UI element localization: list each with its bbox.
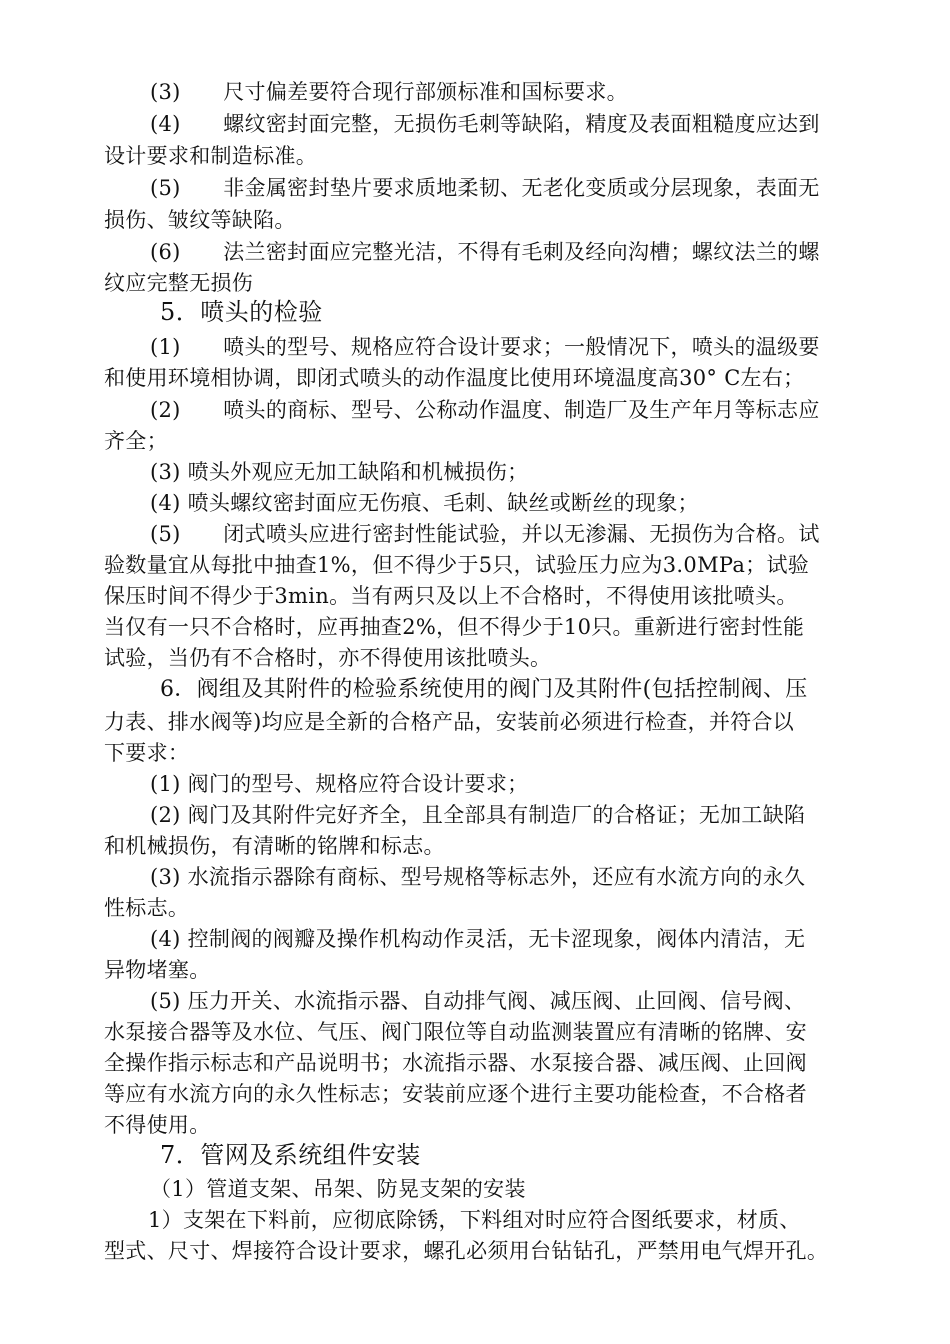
paragraph-line: (2) 阀门及其附件完好齐全，且全部具有制造厂的合格证；无加工缺陷 (150, 803, 806, 827)
paragraph-line: (1) 阀门的型号、规格应符合设计要求； (150, 772, 529, 796)
paragraph-line: (5) 非金属密封垫片要求质地柔韧、无老化变质或分层现象，表面无 (150, 176, 820, 200)
paragraph-line: (2) 喷头的商标、型号、公称动作温度、制造厂及生产年月等标志应 (150, 398, 820, 422)
paragraph-line: 性标志。 (104, 896, 190, 920)
paragraph-line: 力表、排水阀等)均应是全新的合格产品，安装前必须进行检查，并符合以 (104, 710, 795, 734)
section-heading: 6．阀组及其附件的检验系统使用的阀门及其附件(包括控制阀、压 (160, 677, 808, 702)
paragraph-line: 不得使用。 (104, 1113, 211, 1137)
paragraph-line: 设计要求和制造标准。 (104, 144, 317, 168)
paragraph-line: 和使用环境相协调，即闭式喷头的动作温度比使用环境温度高30° C左右； (104, 366, 805, 390)
paragraph-line: (1) 喷头的型号、规格应符合设计要求；一般情况下，喷头的温级要 (150, 335, 820, 359)
paragraph-line: 下要求： (104, 741, 190, 765)
section-heading: 7．管网及系统组件安装 (160, 1141, 421, 1169)
paragraph-line: (4) 控制阀的阀瓣及操作机构动作灵活，无卡涩现象，阀体内清洁，无 (150, 927, 806, 951)
paragraph-line: 验数量宜从每批中抽查1%，但不得少于5只，试验压力应为3.0MPa；试验 (104, 553, 810, 577)
section-heading: 5．喷头的检验 (160, 298, 323, 326)
paragraph-line: 试验，当仍有不合格时，亦不得使用该批喷头。 (104, 646, 552, 670)
paragraph-line: 损伤、皱纹等缺陷。 (104, 208, 296, 232)
paragraph-line: (5) 压力开关、水流指示器、自动排气阀、减压阀、止回阀、信号阀、 (150, 989, 806, 1013)
paragraph-line: (4) 喷头螺纹密封面应无伤痕、毛刺、缺丝或断丝的现象； (150, 491, 699, 515)
subsection-heading: （1）管道支架、吊架、防晃支架的安装 (150, 1177, 526, 1201)
paragraph-line: 和机械损伤，有清晰的铭牌和标志。 (104, 834, 445, 858)
paragraph-line: (3) 喷头外观应无加工缺陷和机械损伤； (150, 460, 529, 484)
paragraph-line: 保压时间不得少于3min。当有两只及以上不合格时，不得使用该批喷头。 (104, 584, 798, 608)
paragraph-line: (3) 水流指示器除有商标、型号规格等标志外，还应有水流方向的永久 (150, 865, 806, 889)
paragraph-line: 水泵接合器等及水位、气压、阀门限位等自动监测装置应有清晰的铭牌、安 (104, 1020, 807, 1044)
paragraph-line: (3) 尺寸偏差要符合现行部颁标准和国标要求。 (150, 80, 628, 104)
paragraph-line: 当仅有一只不合格时，应再抽查2%，但不得少于10只。重新进行密封性能 (104, 615, 805, 639)
paragraph-line: 异物堵塞。 (104, 958, 211, 982)
paragraph-line: 型式、尺寸、焊接符合设计要求，螺孔必须用台钻钻孔，严禁用电气焊开孔。 (104, 1239, 829, 1263)
paragraph-line: 纹应完整无损伤 (104, 271, 254, 295)
paragraph-line: 齐全； (104, 429, 168, 453)
paragraph-line: 等应有水流方向的永久性标志；安装前应逐个进行主要功能检查，不合格者 (104, 1082, 807, 1106)
paragraph-line: 全操作指示标志和产品说明书；水流指示器、水泵接合器、减压阀、止回阀 (104, 1051, 807, 1075)
paragraph-line: 1）支架在下料前，应彻底除锈，下料组对时应符合图纸要求，材质、 (148, 1208, 801, 1232)
paragraph-line: (4) 螺纹密封面完整，无损伤毛刺等缺陷，精度及表面粗糙度应达到 (150, 112, 820, 136)
paragraph-line: (5) 闭式喷头应进行密封性能试验，并以无渗漏、无损伤为合格。试 (150, 522, 820, 546)
paragraph-line: (6) 法兰密封面应完整光洁，不得有毛刺及经向沟槽；螺纹法兰的螺 (150, 240, 820, 264)
